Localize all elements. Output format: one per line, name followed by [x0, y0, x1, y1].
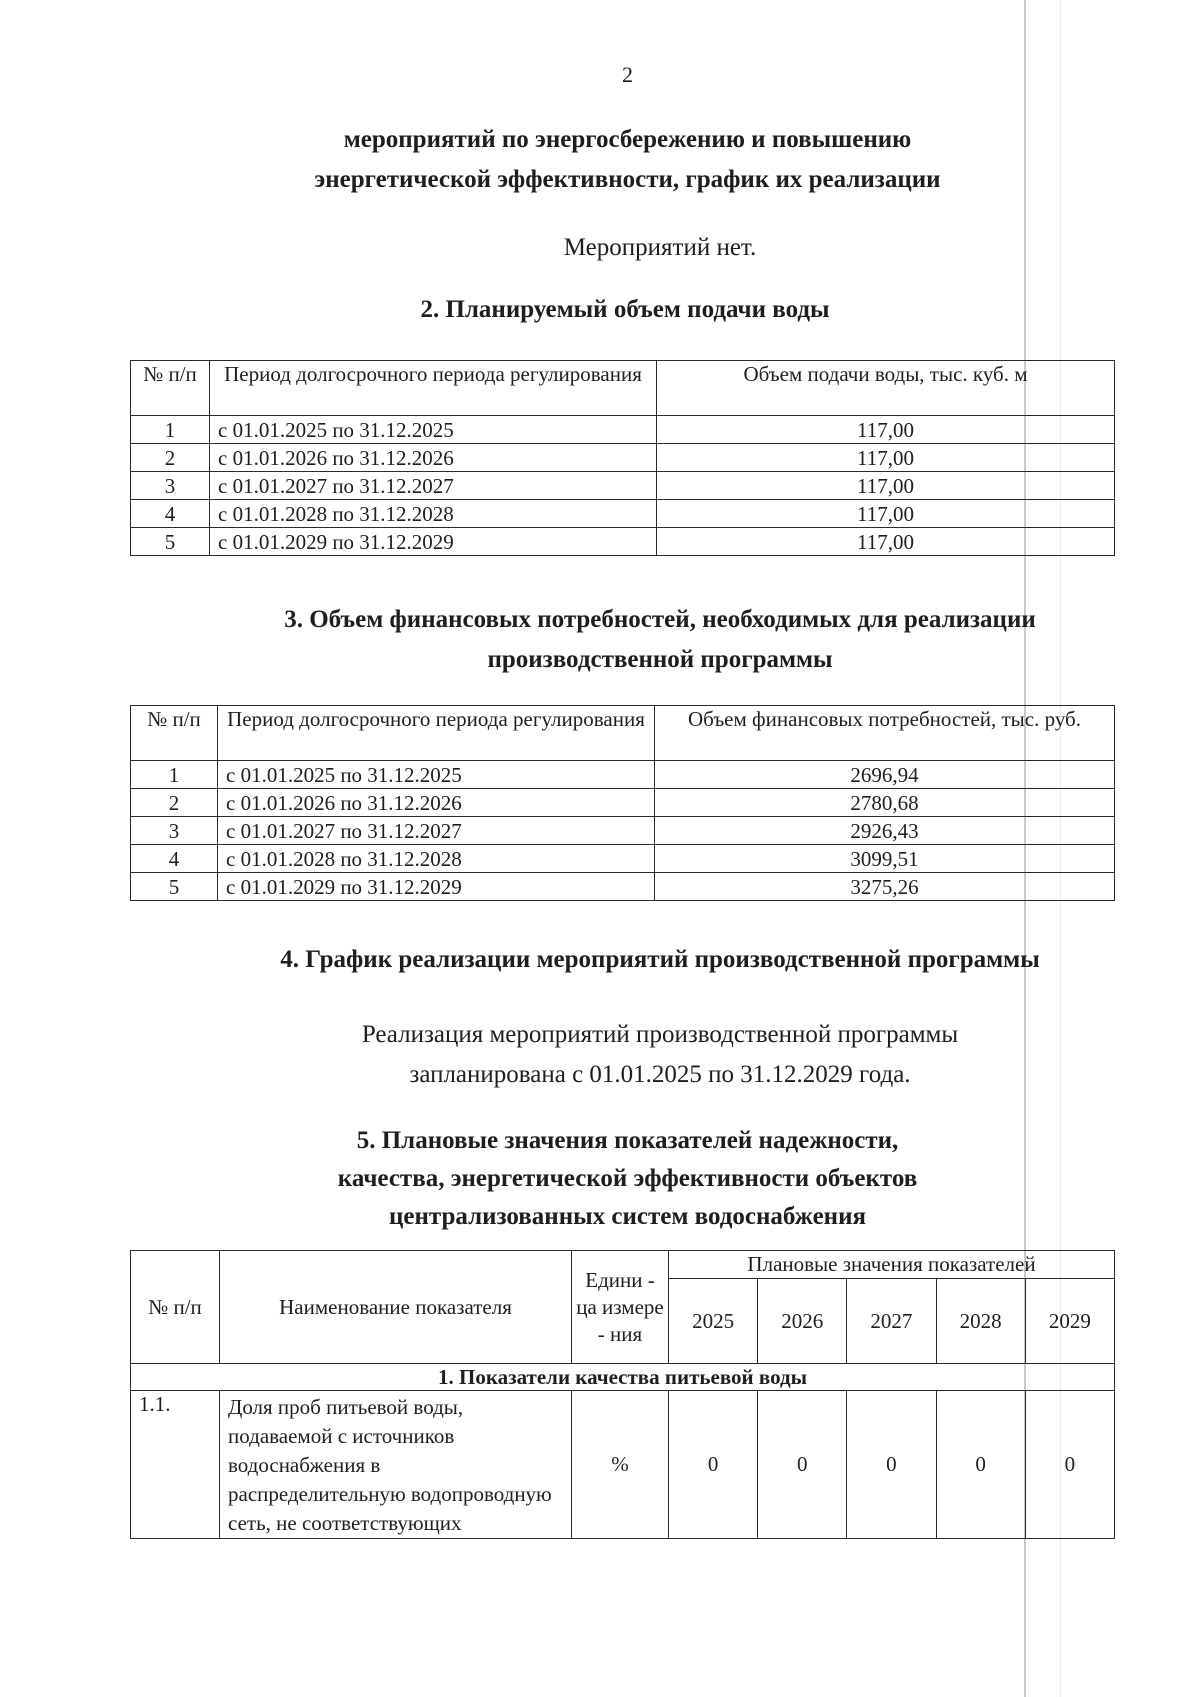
supply-volume-table [130, 360, 1115, 556]
row-volume: 117,00 [657, 444, 1115, 472]
row-period: с 01.01.2028 по 31.12.2028 [218, 845, 655, 873]
year-header: 2026 [758, 1279, 847, 1364]
indicators-table [130, 1250, 1115, 1539]
col-num-header: № п/п [131, 361, 210, 416]
row-finance: 2696,94 [655, 761, 1115, 789]
row-finance: 3099,51 [655, 845, 1115, 873]
section5-title-line2: качества, энергетической эффективности объектов [337, 1165, 918, 1192]
section2-title: 2. Планируемый объем подачи воды [420, 296, 830, 323]
table-row [131, 845, 1115, 873]
row-num: 2 [131, 789, 218, 817]
row-period: с 01.01.2027 по 31.12.2027 [218, 817, 655, 845]
row-period: с 01.01.2027 по 31.12.2027 [210, 472, 657, 500]
group-row [131, 1364, 1115, 1391]
row-period: с 01.01.2029 по 31.12.2029 [218, 873, 655, 901]
table-header-row [131, 361, 1115, 416]
year-header: 2025 [669, 1279, 758, 1364]
col-num-header: № п/п [131, 1251, 220, 1364]
table-header-row [131, 706, 1115, 761]
row-period: с 01.01.2028 по 31.12.2028 [210, 500, 657, 528]
row-num: 1 [131, 416, 210, 444]
table-row [131, 528, 1115, 556]
row-value: 0 [936, 1391, 1025, 1539]
intro-title-line2: энергетической эффективности, график их реализации [314, 166, 941, 193]
row-finance: 2926,43 [655, 817, 1115, 845]
row-num: 4 [131, 845, 218, 873]
row-num: 2 [131, 444, 210, 472]
table-row [131, 817, 1115, 845]
row-num: 3 [131, 472, 210, 500]
year-header: 2029 [1025, 1279, 1114, 1364]
table-row [131, 1391, 1115, 1539]
row-value: 0 [758, 1391, 847, 1539]
row-num: 4 [131, 500, 210, 528]
intro-title [0, 120, 1200, 200]
col-period-header: Период долгосрочного периода регулирования [218, 706, 655, 761]
section5-title-line3: централизованных систем водоснабжения [388, 1203, 866, 1230]
section5-title [0, 1122, 1200, 1236]
group-title: 1. Показатели качества питьевой воды [131, 1364, 1115, 1391]
col-name-header: Наименование показателя [220, 1251, 572, 1364]
row-volume: 117,00 [657, 528, 1115, 556]
row-volume: 117,00 [657, 416, 1115, 444]
row-num: 1.1. [131, 1391, 220, 1539]
table-row [131, 472, 1115, 500]
col-num-header: № п/п [131, 706, 218, 761]
table-row [131, 500, 1115, 528]
col-volume-header: Объем подачи воды, тыс. куб. м [657, 361, 1115, 416]
no-measures-text: Мероприятий нет. [563, 234, 757, 261]
section5-title-line1: 5. Плановые значения показателей надежности, [356, 1127, 899, 1154]
page-number: 2 [622, 62, 633, 87]
table-row [131, 761, 1115, 789]
col-finance-header: Объем финансовых потребностей, тыс. руб. [655, 706, 1115, 761]
table-row [131, 789, 1115, 817]
row-num: 5 [131, 873, 218, 901]
col-period-header: Период долгосрочного периода регулирования [210, 361, 657, 416]
row-value: 0 [1025, 1391, 1114, 1539]
row-value: 0 [669, 1391, 758, 1539]
col-planned-header: Плановые значения показателей [669, 1251, 1115, 1279]
row-unit: % [572, 1391, 669, 1539]
row-finance: 3275,26 [655, 873, 1115, 901]
row-num: 1 [131, 761, 218, 789]
section4-text [0, 1015, 1200, 1095]
row-volume: 117,00 [657, 472, 1115, 500]
row-period: с 01.01.2029 по 31.12.2029 [210, 528, 657, 556]
section3-title [0, 600, 1200, 680]
row-num: 5 [131, 528, 210, 556]
row-volume: 117,00 [657, 500, 1115, 528]
row-num: 3 [131, 817, 218, 845]
table-header-row [131, 1251, 1115, 1279]
section4-title: 4. График реализации мероприятий производственной программы [280, 946, 1040, 973]
section3-title-line1: 3. Объем финансовых потребностей, необходимых для реализации [284, 606, 1036, 633]
section4-text-line2: запланирована с 01.01.2025 по 31.12.2029 года. [409, 1061, 911, 1088]
row-period: с 01.01.2025 по 31.12.2025 [210, 416, 657, 444]
row-period: с 01.01.2025 по 31.12.2025 [218, 761, 655, 789]
section3-title-line2: производственной программы [487, 646, 833, 673]
table-row [131, 416, 1115, 444]
col-unit-header: Едини - ца измере - ния [572, 1251, 669, 1364]
row-period: с 01.01.2026 по 31.12.2026 [218, 789, 655, 817]
section4-text-line1: Реализация мероприятий производственной программы [361, 1021, 959, 1048]
year-header: 2028 [936, 1279, 1025, 1364]
row-name: Доля проб питьевой воды, подаваемой с источников водоснабжения в распределительную водопроводную сеть, не соответствующих [220, 1391, 572, 1539]
financial-needs-table [130, 705, 1115, 901]
table-row [131, 444, 1115, 472]
intro-title-line1: мероприятий по энергосбережению и повышению [343, 126, 912, 153]
table-row [131, 873, 1115, 901]
year-header: 2027 [847, 1279, 936, 1364]
row-period: с 01.01.2026 по 31.12.2026 [210, 444, 657, 472]
row-value: 0 [847, 1391, 936, 1539]
row-finance: 2780,68 [655, 789, 1115, 817]
